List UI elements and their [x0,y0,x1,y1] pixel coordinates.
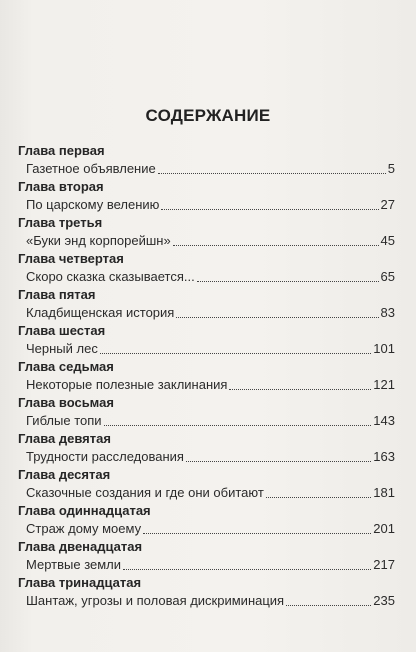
chapter-heading: Глава шестая [18,323,106,338]
toc-entry [18,376,395,394]
toc-entry [18,448,395,466]
entry-title: По царскому велению [26,197,160,212]
toc-entry [18,592,395,610]
entry-title: Кладбищенская история [26,305,175,320]
toc-entry [18,232,395,250]
dot-leader [229,389,371,390]
chapter-heading: Глава третья [18,215,103,230]
toc-group [18,466,395,502]
page-number: 65 [380,269,395,284]
entry-title: Страж дому моему [26,521,142,536]
page-title: СОДЕРЖАНИЕ [145,106,271,125]
page-number: 143 [373,413,395,428]
toc-group [18,502,395,538]
toc-group [18,142,395,178]
page-number: 45 [380,233,395,248]
page-number: 101 [373,341,395,356]
toc-entry [18,340,395,358]
dot-leader [186,461,371,462]
entry-title: Черный лес [26,341,98,356]
table-of-contents [18,142,395,610]
chapter-heading: Глава девятая [18,431,111,446]
page-number: 5 [387,161,395,176]
toc-group [18,214,395,250]
chapter-heading: Глава тринадцатая [18,575,142,590]
toc-entry [18,556,395,574]
toc-entry [18,268,395,286]
chapter-heading: Глава вторая [18,179,104,194]
toc-group [18,286,395,322]
toc-entry [18,520,395,538]
dot-leader [266,497,372,498]
dot-leader [158,173,386,174]
dot-leader [197,281,379,282]
dot-leader [123,569,371,570]
chapter-heading: Глава восьмая [18,395,114,410]
toc-group [18,430,395,466]
entry-title: Гиблые топи [26,413,102,428]
chapter-heading: Глава двенадцатая [18,539,143,554]
entry-title: Шантаж, угрозы и половая дискриминация [26,593,285,608]
toc-group [18,538,395,574]
page-number: 235 [373,593,395,608]
toc-entry [18,196,395,214]
chapter-heading: Глава первая [18,143,105,158]
toc-entry [18,304,395,322]
toc-entry [18,160,395,178]
page-number: 181 [373,485,395,500]
dot-leader [104,425,372,426]
page-number: 201 [373,521,395,536]
toc-entry [18,484,395,502]
chapter-heading: Глава седьмая [18,359,114,374]
entry-title: Мертвые земли [26,557,122,572]
dot-leader [173,245,379,246]
dot-leader [143,533,371,534]
page-number: 27 [380,197,395,212]
entry-title: Сказочные создания и где они обитают [26,485,264,500]
chapter-heading: Глава четвертая [18,251,124,266]
dot-leader [161,209,378,210]
page-number: 83 [380,305,395,320]
toc-group [18,574,395,610]
entry-title: «Буки энд корпорейшн» [26,233,171,248]
dot-leader [176,317,378,318]
chapter-heading: Глава десятая [18,467,111,482]
toc-group [18,250,395,286]
dot-leader [286,605,371,606]
page-number: 163 [373,449,395,464]
chapter-heading: Глава одиннадцатая [18,503,151,518]
page-number: 121 [373,377,395,392]
entry-title: Скоро сказка сказывается... [26,269,195,284]
page-number: 217 [373,557,395,572]
dot-leader [100,353,371,354]
toc-entry [18,412,395,430]
toc-group [18,358,395,394]
chapter-heading: Глава пятая [18,287,96,302]
toc-group [18,394,395,430]
toc-group [18,178,395,214]
toc-group [18,322,395,358]
entry-title: Газетное объявление [26,161,156,176]
entry-title: Трудности расследования [26,449,184,464]
entry-title: Некоторые полезные заклинания [26,377,228,392]
